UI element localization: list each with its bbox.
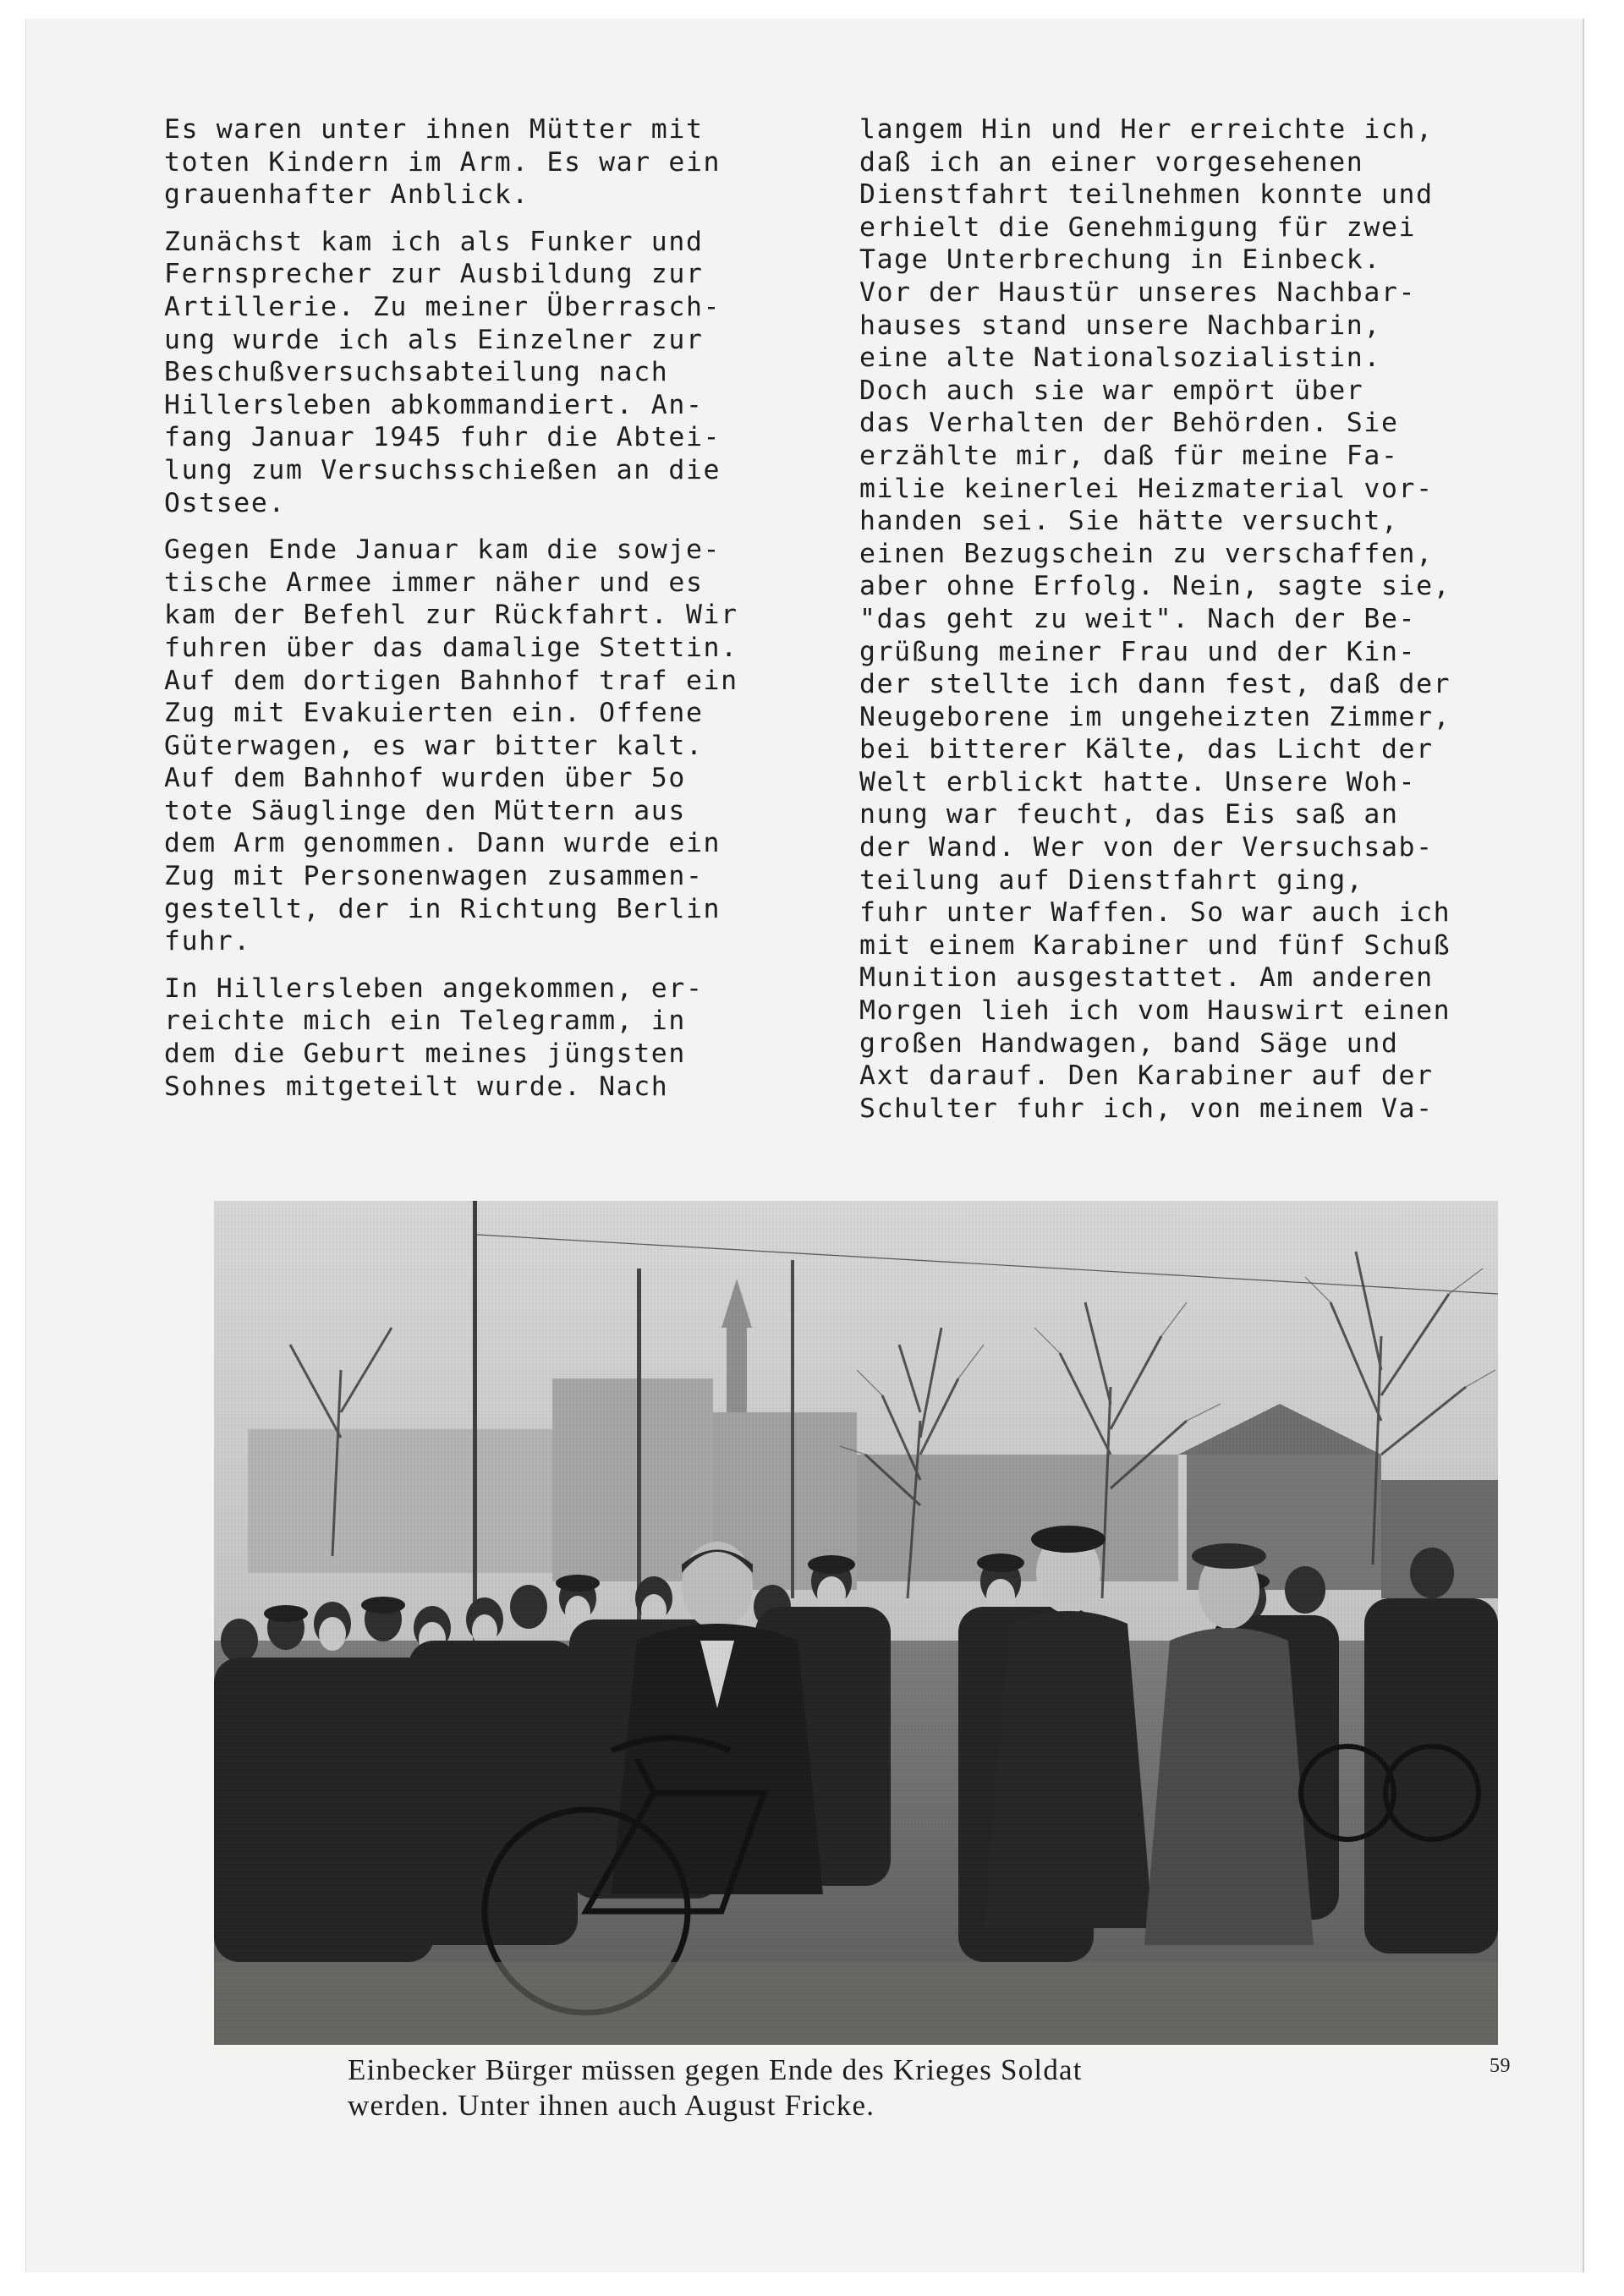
text-line: Tage Unterbrechung in Einbeck. (859, 244, 1381, 276)
text-line: nung war feucht, das Eis saß an (859, 799, 1399, 830)
paragraph-4 (164, 973, 824, 1103)
text-line: ung wurde ich als Einzelner zur (164, 324, 704, 355)
left-text-column (164, 113, 824, 1117)
text-line: Morgen lieh ich vom Hauswirt einen (859, 995, 1451, 1027)
text-line: "das geht zu weit". Nach der Be- (859, 603, 1417, 634)
text-line: Gegen Ende Januar kam die sowje- (164, 534, 721, 566)
text-line: Doch auch sie war empört über (859, 375, 1364, 406)
photo-caption (348, 2052, 1447, 2123)
text-line: eine alte Nationalsozialistin. (859, 342, 1381, 374)
text-line: fang Januar 1945 fuhr die Abtei- (164, 422, 721, 453)
text-line: aber ohne Erfolg. Nein, sagte sie, (859, 571, 1451, 602)
caption-line-2: werden. Unter ihnen auch August Fricke. (348, 2089, 875, 2122)
text-line: Axt darauf. Den Karabiner auf der (859, 1060, 1434, 1092)
text-line: Auf dem Bahnhof wurden über 5o (164, 763, 686, 794)
text-line: fuhr unter Waffen. So war auch ich (859, 897, 1451, 929)
text-line: kam der Befehl zur Rückfahrt. Wir (164, 600, 738, 631)
text-line: dem Arm genommen. Dann wurde ein (164, 828, 721, 859)
photo-illustration (214, 1201, 1498, 2045)
text-line: daß ich an einer vorgesehenen (859, 146, 1364, 178)
text-line: Dienstfahrt teilnehmen konnte und (859, 179, 1434, 211)
document-page (25, 19, 1584, 2272)
text-line: grüßung meiner Frau und der Kin- (859, 636, 1417, 667)
text-line: Ostsee. (164, 487, 286, 518)
text-line: dem die Geburt meines jüngsten (164, 1038, 686, 1070)
text-line: mit einem Karabiner und fünf Schuß (859, 929, 1451, 961)
right-text-column (859, 113, 1561, 1125)
paragraph-1 (164, 113, 824, 211)
text-line: teilung auf Dienstfahrt ging, (859, 864, 1364, 896)
text-line: fuhren über das damalige Stettin. (164, 632, 738, 663)
text-line: milie keinerlei Heizmaterial vor- (859, 473, 1434, 504)
text-line: Fernsprecher zur Ausbildung zur (164, 259, 704, 290)
text-line: Güterwagen, es war bitter kalt. (164, 730, 704, 761)
text-line: tische Armee immer näher und es (164, 567, 704, 598)
text-line: erhielt die Genehmigung für zwei (859, 211, 1417, 243)
text-line: hauses stand unsere Nachbarin, (859, 310, 1381, 341)
text-line: langem Hin und Her erreichte ich, (859, 114, 1434, 145)
text-line: großen Handwagen, band Säge und (859, 1027, 1399, 1059)
text-line: reichte mich ein Telegramm, in (164, 1006, 686, 1037)
text-line: Welt erblickt hatte. Unsere Woh- (859, 766, 1417, 797)
text-line: fuhr. (164, 926, 251, 957)
text-line: Sohnes mitgeteilt wurde. Nach (164, 1071, 669, 1102)
paragraph-2 (164, 226, 824, 519)
text-line: der Wand. Wer von der Versuchsab- (859, 832, 1434, 863)
text-line: Beschußversuchsabteilung nach (164, 357, 669, 388)
text-line: handen sei. Sie hätte versucht, (859, 506, 1399, 537)
text-line: bei bitterer Kälte, das Licht der (859, 734, 1434, 765)
text-line: Es waren unter ihnen Mütter mit (164, 114, 704, 145)
text-line: In Hillersleben angekommen, er- (164, 973, 704, 1004)
paragraph-3 (164, 534, 824, 958)
text-line: Vor der Haustür unseres Nachbar- (859, 277, 1417, 308)
text-line: erzählte mir, daß für meine Fa- (859, 440, 1399, 471)
text-line: Zunächst kam ich als Funker und (164, 226, 704, 257)
text-line: einen Bezugschein zu verschaffen, (859, 538, 1434, 569)
paragraph-5 (859, 113, 1561, 1125)
text-line: Auf dem dortigen Bahnhof traf ein (164, 665, 738, 696)
historical-photo (214, 1201, 1498, 2045)
page-number: 59 (1490, 2055, 1511, 2077)
text-line: Zug mit Evakuierten ein. Offene (164, 698, 704, 729)
text-line: lung zum Versuchsschießen an die (164, 454, 721, 485)
text-line: Hillersleben abkommandiert. An- (164, 389, 704, 420)
text-line: gestellt, der in Richtung Berlin (164, 893, 721, 924)
text-line: Zug mit Personenwagen zusammen- (164, 861, 704, 892)
text-line: Neugeborene im ungeheizten Zimmer, (859, 701, 1451, 732)
text-line: Schulter fuhr ich, von meinem Va- (859, 1093, 1434, 1124)
text-line: tote Säuglinge den Müttern aus (164, 795, 686, 826)
text-line: toten Kindern im Arm. Es war ein (164, 146, 721, 178)
text-line: Munition ausgestattet. Am anderen (859, 962, 1434, 994)
caption-line-1: Einbecker Bürger müssen gegen Ende des Krieges Soldat (348, 2053, 1083, 2086)
text-line: Artillerie. Zu meiner Überrasch- (164, 291, 721, 322)
text-line: grauenhafter Anblick. (164, 179, 529, 211)
text-line: das Verhalten der Behörden. Sie (859, 408, 1399, 439)
text-line: der stellte ich dann fest, daß der (859, 669, 1451, 700)
